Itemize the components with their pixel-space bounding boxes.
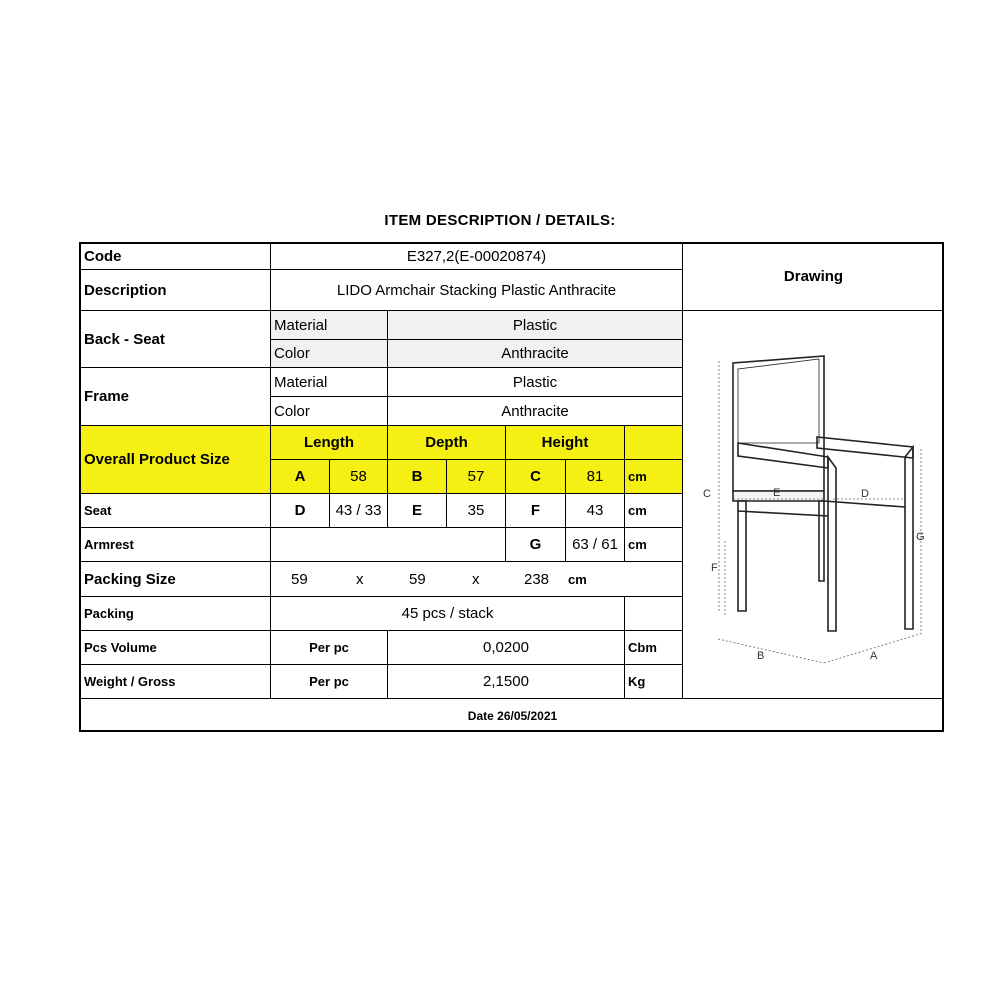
dim-label-g: G xyxy=(916,531,925,543)
description-label: Description xyxy=(81,270,271,311)
armrest-unit: cm xyxy=(625,528,683,562)
armrest-empty xyxy=(271,528,506,562)
packing-size-x2: x xyxy=(472,570,480,588)
length-header: Length xyxy=(271,426,388,460)
page-title: ITEM DESCRIPTION / DETAILS: xyxy=(384,212,616,229)
frame-color-value: Anthracite xyxy=(388,397,683,426)
packing-empty xyxy=(625,597,683,631)
backrest-shape xyxy=(733,356,824,491)
back-seat-label: Back - Seat xyxy=(81,311,271,368)
frame-label: Frame xyxy=(81,368,271,426)
item-details-sheet xyxy=(79,242,944,732)
dim-g-value: 63 / 61 xyxy=(566,528,625,562)
dim-label-e: E xyxy=(773,487,781,499)
frame-material-label: Material xyxy=(271,368,388,397)
drawing-label: Drawing xyxy=(683,244,944,311)
dim-e-letter: E xyxy=(388,494,447,528)
dim-a-value: 58 xyxy=(330,460,388,494)
dim-b-letter: B xyxy=(388,460,447,494)
weight-value: 2,1500 xyxy=(388,665,625,699)
frame-color-label: Color xyxy=(271,397,388,426)
height-header: Height xyxy=(506,426,625,460)
back-seat-color-value: Anthracite xyxy=(388,340,683,368)
packing-size-unit: cm xyxy=(568,571,587,587)
left-armrest-shape xyxy=(738,443,828,468)
overall-unit: cm xyxy=(625,460,683,494)
unit-header-empty xyxy=(625,426,683,460)
dim-label-a: A xyxy=(870,650,878,662)
packing-size-v3: 238 xyxy=(524,570,550,588)
pcs-volume-per: Per pc xyxy=(271,631,388,665)
pcs-volume-unit: Cbm xyxy=(625,631,683,665)
depth-header: Depth xyxy=(388,426,506,460)
date-footer: Date 26/05/2021 xyxy=(467,708,558,723)
packing-size-v2: 59 xyxy=(409,570,426,588)
seat-label: Seat xyxy=(81,494,271,528)
description-value: LIDO Armchair Stacking Plastic Anthracite xyxy=(271,270,683,311)
back-seat-material-label: Material xyxy=(271,311,388,340)
dim-f-letter: F xyxy=(506,494,566,528)
pcs-volume-label: Pcs Volume xyxy=(81,631,271,665)
packing-size-x1: x xyxy=(356,570,364,588)
overall-size-label: Overall Product Size xyxy=(81,426,271,494)
dim-b-value: 57 xyxy=(447,460,506,494)
chair-drawing-svg xyxy=(683,311,944,699)
weight-unit: Kg xyxy=(625,665,683,699)
packing-value: 45 pcs / stack xyxy=(271,597,625,631)
dim-d-value: 43 / 33 xyxy=(330,494,388,528)
frame-material-value: Plastic xyxy=(388,368,683,397)
packing-size-values xyxy=(271,562,683,597)
back-seat-material-value: Plastic xyxy=(388,311,683,340)
dim-a-letter: A xyxy=(271,460,330,494)
dim-label-f: F xyxy=(711,562,718,574)
dim-label-c: C xyxy=(703,488,711,500)
code-value: E327,2(E-00020874) xyxy=(271,244,683,270)
code-label: Code xyxy=(81,244,271,270)
right-armrest-shape xyxy=(817,437,913,458)
chair-drawing xyxy=(683,311,944,699)
dim-f-value: 43 xyxy=(566,494,625,528)
armrest-label: Armrest xyxy=(81,528,271,562)
dim-label-b: B xyxy=(757,650,765,662)
seat-unit: cm xyxy=(625,494,683,528)
packing-label: Packing xyxy=(81,597,271,631)
pcs-volume-value: 0,0200 xyxy=(388,631,625,665)
dim-e-value: 35 xyxy=(447,494,506,528)
dim-g-letter: G xyxy=(506,528,566,562)
weight-per: Per pc xyxy=(271,665,388,699)
dim-c-letter: C xyxy=(506,460,566,494)
dim-label-d: D xyxy=(861,488,869,500)
weight-label: Weight / Gross xyxy=(81,665,271,699)
packing-size-v1: 59 xyxy=(291,570,308,588)
dim-c-value: 81 xyxy=(566,460,625,494)
back-seat-color-label: Color xyxy=(271,340,388,368)
packing-size-label: Packing Size xyxy=(81,562,271,597)
dim-d-letter: D xyxy=(271,494,330,528)
